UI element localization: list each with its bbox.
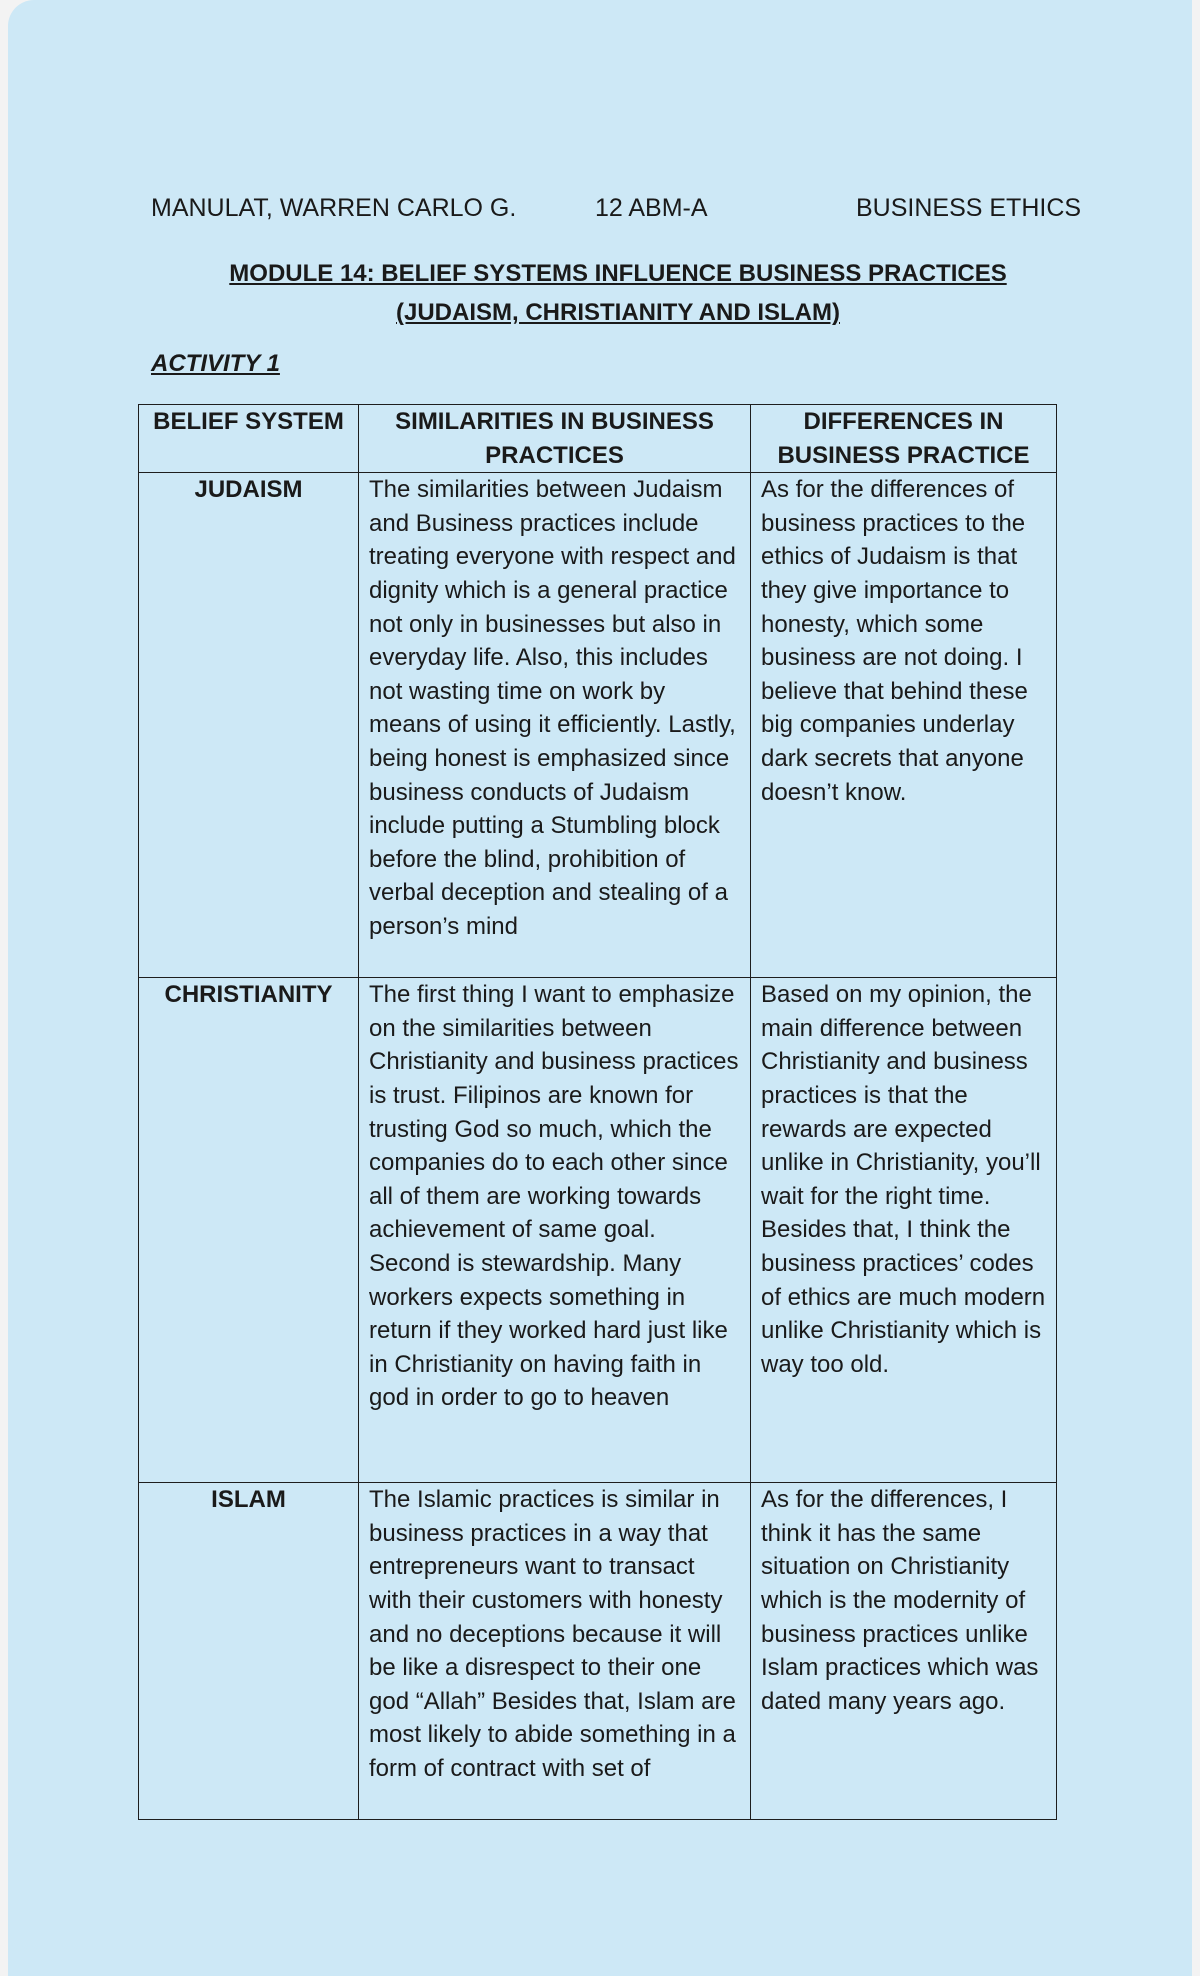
differences-cell: As for the differences of business practices to the ethics of Judaism is that they give importance to honesty, which some business are not doing. I believe that behind these big companies underlay dark secrets that anyone doesn’t know. [751, 473, 1057, 978]
table-header-row [139, 405, 1057, 473]
subject-name: BUSINESS ETHICS [856, 194, 1082, 222]
similarities-cell: The Islamic practices is similar in business practices in a way that entrepreneurs want to transact with their customers with honesty and no deceptions because it will be like a disrespect to their one god “Allah” Besides that, Islam are most likely to abide something in a form of contract with set of [359, 1483, 751, 1820]
table-row [139, 978, 1057, 1483]
activity-title: ACTIVITY 1 [151, 350, 280, 377]
column-header-differences: DIFFERENCES IN BUSINESS PRACTICE [751, 405, 1057, 473]
belief-system-cell: JUDAISM [139, 473, 359, 978]
differences-cell: As for the differences, I think it has the same situation on Christianity which is the modernity of business practices unlike Islam practices which was dated many years ago. [751, 1483, 1057, 1820]
table-row [139, 1483, 1057, 1820]
differences-cell: Based on my opinion, the main difference between Christianity and business practices is that the rewards are expected unlike in Christianity, you’ll wait for the right time. Besides that, I think the business practices’ codes of ethics are much modern unlike Christianity which is way too old. [751, 978, 1057, 1483]
table-row [139, 473, 1057, 978]
activity-table-wrapper [138, 404, 1056, 1820]
student-name: MANULAT, WARREN CARLO G. [151, 194, 517, 222]
belief-system-cell: ISLAM [139, 1483, 359, 1820]
belief-systems-table [138, 404, 1057, 1820]
column-header-belief-system: BELIEF SYSTEM [139, 405, 359, 473]
similarities-cell: The first thing I want to emphasize on the similarities between Christianity and business practices is trust. Filipinos are known for trusting God so much, which the companies do to each other since all of them are working towards achievement of same goal. Second is stewardship. Many workers expects something in return if they worked hard just like in Christianity on having faith in god in order to go to heaven [359, 978, 751, 1483]
similarities-cell: The similarities between Judaism and Business practices include treating everyone with respect and dignity which is a general practice not only in businesses but also in everyday life. Also, this includes not wasting time on work by means of using it efficiently. Lastly, being honest is emphasized since business conducts of Judaism include putting a Stumbling block before the blind, prohibition of verbal deception and stealing of a person’s mind [359, 473, 751, 978]
module-title: MODULE 14: BELIEF SYSTEMS INFLUENCE BUSINESS PRACTICES (JUDAISM, CHRISTIANITY AND ISLAM) [229, 260, 1007, 326]
class-section: 12 ABM-A [595, 194, 708, 222]
document-header [151, 194, 1082, 228]
column-header-similarities: SIMILARITIES IN BUSINESS PRACTICES [359, 405, 751, 473]
belief-system-cell: CHRISTIANITY [139, 978, 359, 1483]
document-page [8, 0, 1192, 1976]
